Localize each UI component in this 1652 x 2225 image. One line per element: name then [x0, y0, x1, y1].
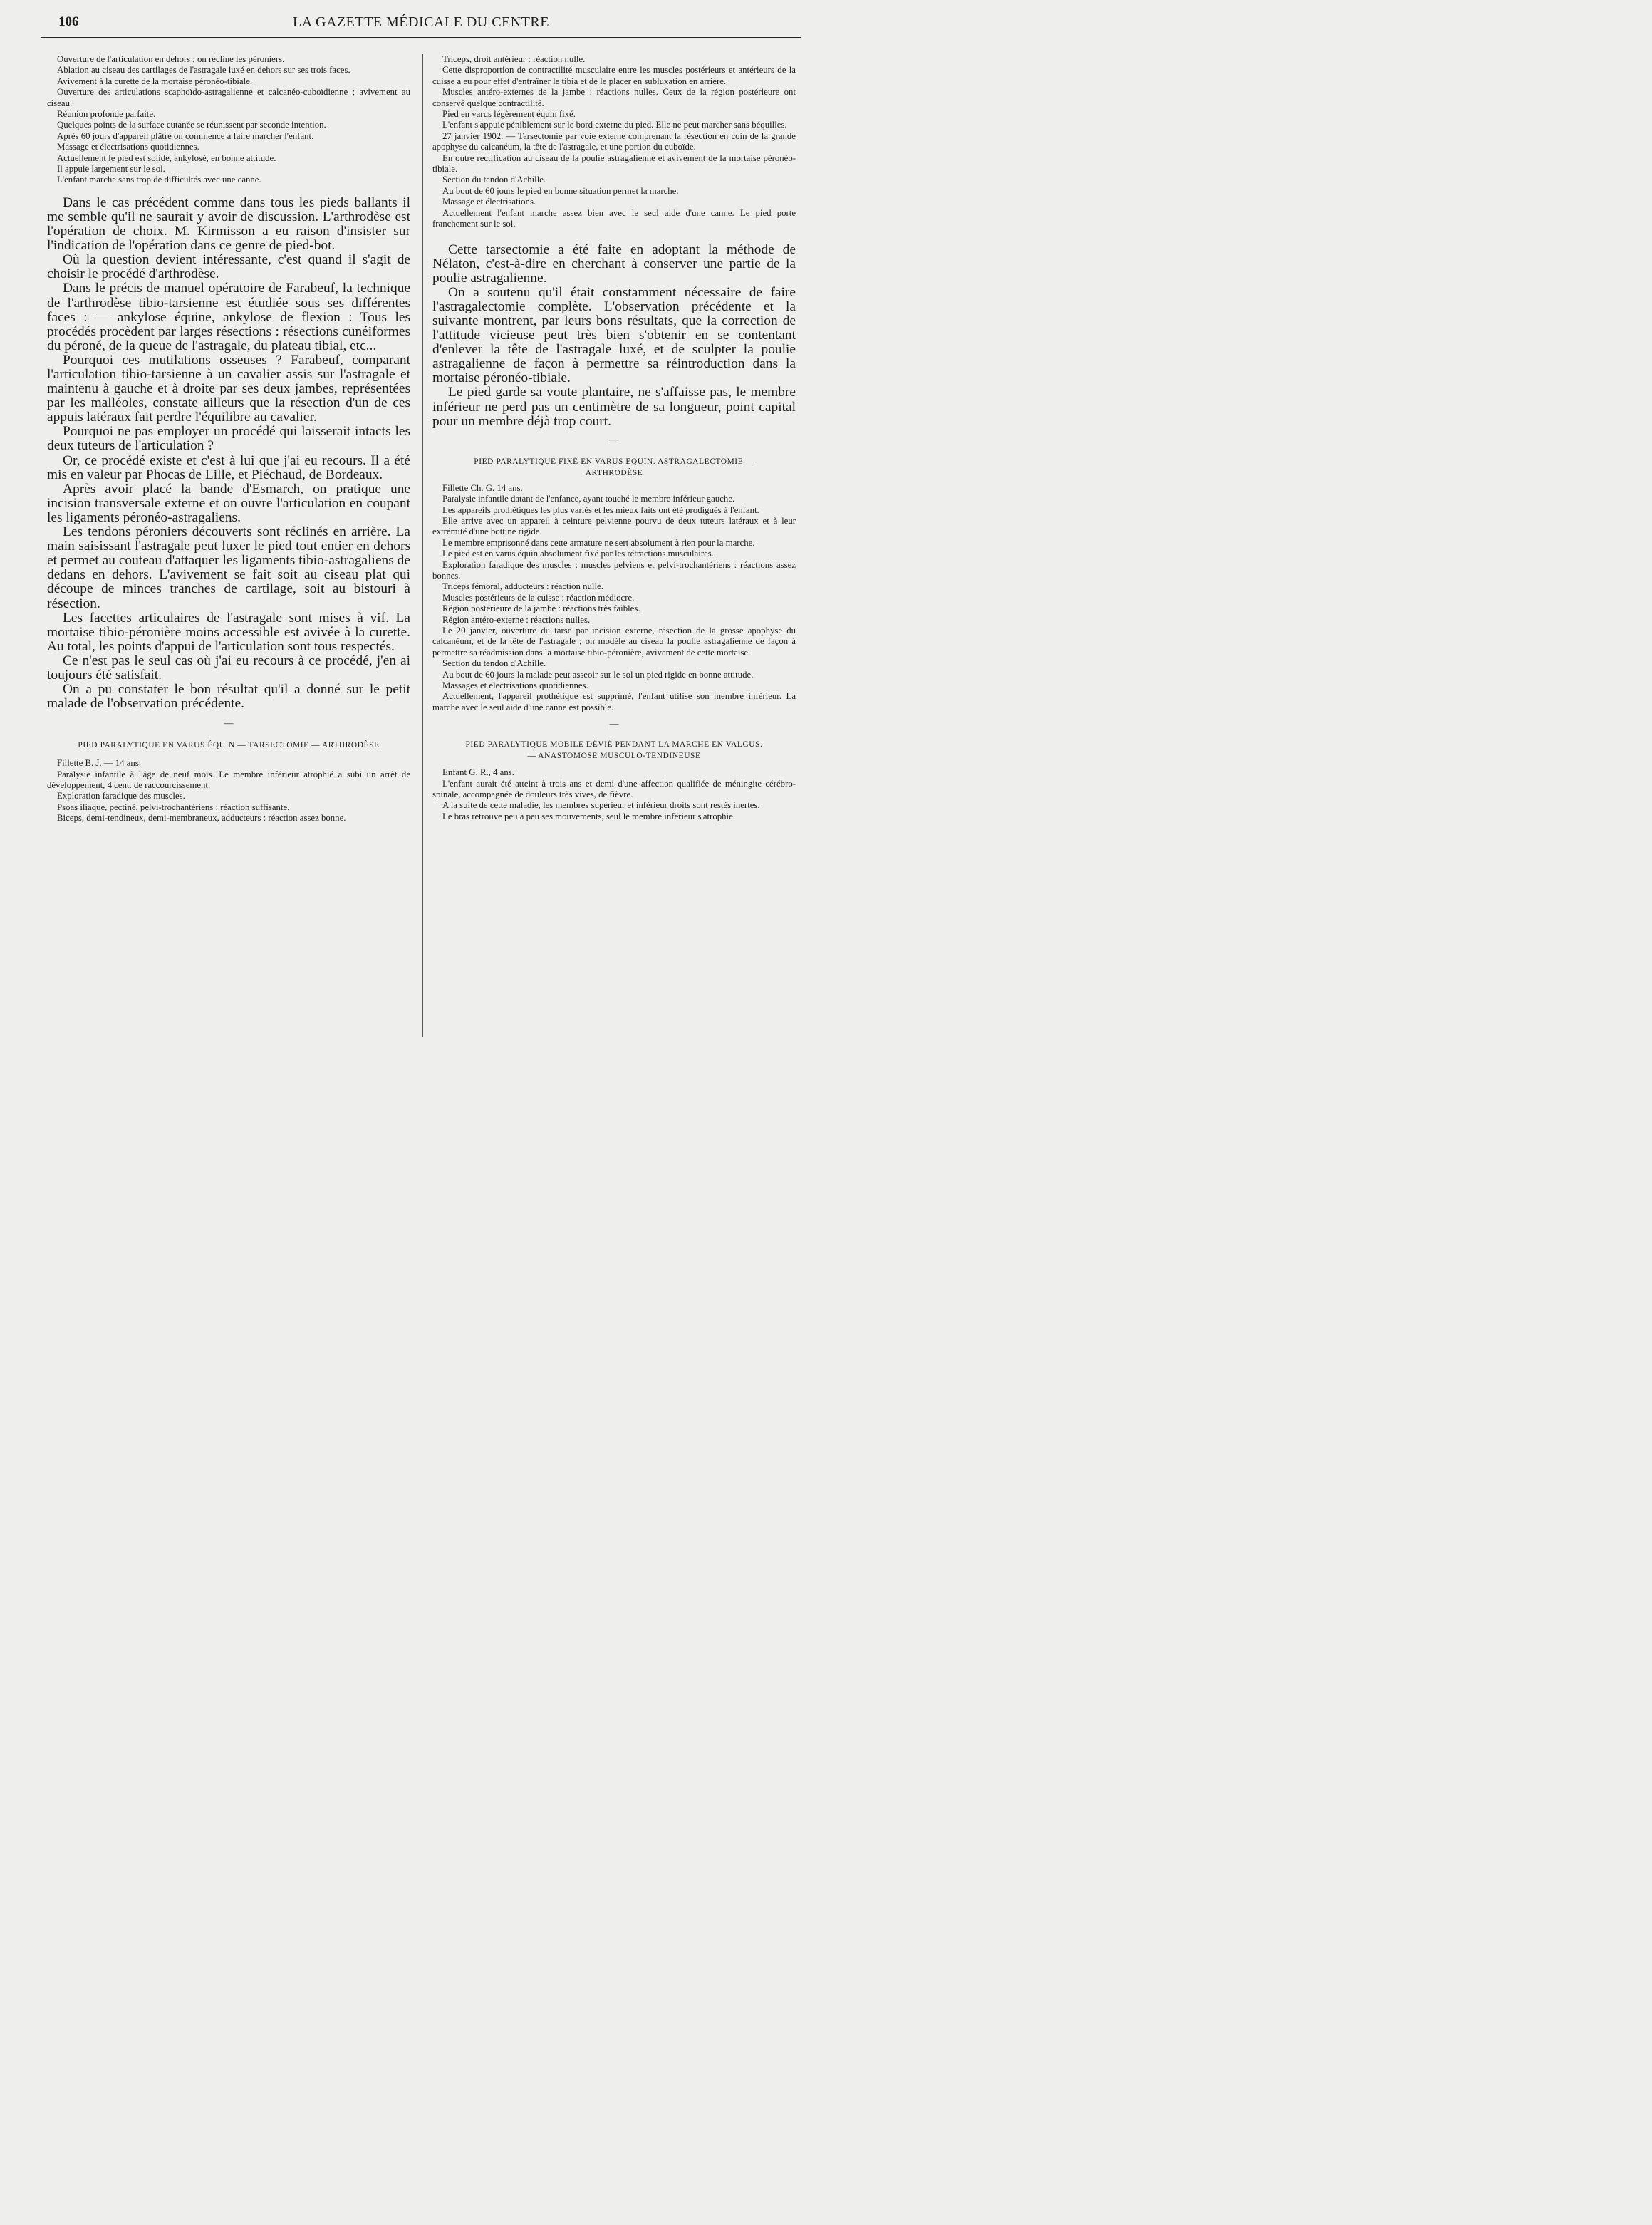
paragraph: Les appareils prothétiques les plus variés et les mieux faits ont été prodigués à l'enfant. [442, 504, 759, 515]
paragraph: Au bout de 60 jours la malade peut asseoir sur le sol un pied rigide en bonne attitude. [442, 669, 754, 680]
paragraph: Ce n'est pas le seul cas où j'ai eu recours à ce procédé, j'en ai toujours été satisfait. [47, 653, 410, 683]
section-heading-continued: ARTHRODÈSE [585, 468, 643, 477]
paragraph: En outre rectification au ciseau de la poulie astragalienne et avivement de la mortaise péronéo-tibiale. [432, 152, 796, 175]
column-divider [422, 54, 423, 1037]
paragraph: Elle arrive avec un appareil à ceinture pelvienne pourvu de deux tuteurs latéraux et à leur extrémité d'une bottine rigide. [432, 515, 796, 537]
paragraph: Paralysie infantile à l'âge de neuf mois. Le membre inférieur atrophié a subi un arrêt de développement, 4 cent. de raccourcissement. [47, 769, 410, 791]
journal-page [0, 0, 829, 1113]
paragraph: Dans le précis de manuel opératoire de Farabeuf, la technique de l'arthrodèse tibio-tarsienne est étudiée sous ses différentes faces : — ankylose équine, ankylose de flexion : Tous les procédés procèdent par larges résections : résections cunéiformes du péroné, de la queue de l'astragale, du plateau tibial, etc... [47, 281, 410, 353]
paragraph: Au bout de 60 jours le pied en bonne situation permet la marche. [442, 185, 679, 196]
paragraph: Après avoir placé la bande d'Esmarch, on pratique une incision transversale externe et on ouvre l'articulation en coupant les ligaments péronéo-astragaliens. [47, 481, 410, 525]
paragraph: Le pied garde sa voute plantaire, ne s'affaisse pas, le membre inférieur ne perd pas un centimètre de sa longueur, point capital pour un membre déjà trop court. [432, 385, 796, 429]
paragraph: 27 janvier 1902. — Tarsectomie par voie externe comprenant la résection en coin de la grande apophyse du calcanéum, la tête de l'astragale, et une portion du cuboïde. [432, 130, 796, 152]
section-heading-continued: — ANASTOMOSE MUSCULO-TENDINEUSE [527, 752, 701, 761]
section-dash: — [224, 717, 234, 729]
article-body [47, 196, 410, 711]
section-dash: — [609, 718, 619, 730]
paragraph: Or, ce procédé existe et c'est à lui que j'ai eu recours. Il a été mis en valeur par Phocas de Lille, et Piéchaud, de Bordeaux. [47, 452, 410, 482]
paragraph: Biceps, demi-tendineux, demi-membraneux, adducteurs : réaction assez bonne. [57, 813, 346, 824]
paragraph: Pied en varus légèrement équin fixé. [442, 109, 576, 120]
case-notes-continued [432, 54, 796, 230]
paragraph: Avivement à la curette de la mortaise péronéo-tibiale. [57, 76, 253, 86]
journal-title: LA GAZETTE MÉDICALE DU CENTRE [292, 14, 549, 30]
paragraph: Pourquoi ces mutilations osseuses ? Farabeuf, comparant l'articulation tibio-tarsienne à un cavalier assis sur l'astragale et maintenu à gauche et à droite par ses deux jambes, représentées par les malléoles, constate ailleurs que la résection d'un de ces appuis latéraux fait perdre l'équilibre au cavalier. [47, 352, 410, 425]
paragraph: Massages et électrisations quotidiennes. [442, 680, 588, 691]
paragraph: Enfant G. R., 4 ans. [442, 767, 514, 778]
paragraph: Exploration faradique des muscles. [57, 791, 185, 802]
paragraph: Dans le cas précédent comme dans tous les pieds ballants il me semble qu'il ne saurait y avoir de discussion. L'arthrodèse est l'opération de choix. M. Kirmisson a eu raison d'insister sur l'indication de l'opération dans ce genre de pied-bot. [47, 195, 410, 254]
paragraph: Massage et électrisations. [442, 197, 536, 207]
paragraph: Quelques points de la surface cutanée se réunissent par seconde intention. [57, 120, 326, 130]
paragraph: Muscles antéro-externes de la jambe : réactions nulles. Ceux de la région postérieure ont conservé quelque contractilité. [432, 87, 796, 108]
paragraph: Le bras retrouve peu à peu ses mouvements, seul le membre inférieur s'atrophie. [442, 811, 735, 821]
paragraph: Exploration faradique des muscles : muscles pelviens et pelvi-trochantériens : réactions assez bonnes. [432, 559, 796, 581]
page-header [41, 11, 801, 38]
paragraph: Ablation au ciseau des cartilages de l'astragale luxé en dehors sur ses trois faces. [57, 65, 350, 76]
paragraph: Actuellement l'enfant marche assez bien avec le seul aide d'une canne. Le pied porte franchement sur le sol. [432, 207, 796, 229]
section-heading: PIED PARALYTIQUE MOBILE DÉVIÉ PENDANT LA MARCHE EN VALGUS. [465, 740, 763, 750]
paragraph: Triceps, droit antérieur : réaction nulle. [442, 54, 586, 64]
paragraph: Triceps fémoral, adducteurs : réaction nulle. [442, 581, 603, 592]
paragraph: Muscles postérieurs de la cuisse : réaction médiocre. [442, 592, 635, 603]
article-body [432, 243, 796, 429]
paragraph: Le membre emprisonné dans cette armature ne sert absolument à rien pour la marche. [442, 537, 755, 548]
paragraph: A la suite de cette maladie, les membres supérieur et inférieur droits sont restés inertes. [442, 800, 760, 811]
paragraph: Cette disproportion de contractilité musculaire entre les muscles postérieurs et antérieurs de la cuisse a eu pour effet d'entraîner le tibia et de le placer en subluxation en arrière. [432, 65, 796, 86]
paragraph: Paralysie infantile datant de l'enfance, ayant touché le membre inférieur gauche. [442, 494, 735, 504]
paragraph: Région postérieure de la jambe : réactions très faibles. [442, 603, 640, 614]
paragraph: Fillette Ch. G. 14 ans. [442, 482, 523, 493]
paragraph: Ouverture de l'articulation en dehors ; on récline les péroniers. [57, 54, 285, 64]
left-column [47, 54, 410, 824]
paragraph: Les facettes articulaires de l'astragale sont mises à vif. La mortaise tibio-péronière moins accessible est avivée à la curette. Au total, les points d'appui de l'articulation sont tous respectés. [47, 610, 410, 654]
paragraph: Actuellement le pied est solide, ankylosé, en bonne attitude. [57, 152, 276, 163]
page-number: 106 [58, 14, 79, 29]
paragraph: Les tendons péroniers découverts sont réclinés en arrière. La main saisissant l'astragale peut luxer le pied tout entier en dehors et permet au couteau d'attaquer les ligaments tibio-astragaliens de dedans en dehors. L'avivement se fait soit au ciseau plat qui découpe de minces tranches de cartilage, soit au bistouri à résection. [47, 524, 410, 611]
paragraph: L'enfant aurait été atteint à trois ans et demi d'une affection qualifiée de méningite cérébro-spinale, accompagnée de douleurs très vives, de fièvre. [432, 778, 796, 800]
paragraph: On a pu constater le bon résultat qu'il a donné sur le petit malade de l'observation précédente. [47, 682, 410, 712]
case-notes [47, 758, 410, 824]
section-heading: PIED PARALYTIQUE EN VARUS ÉQUIN — TARSECTOMIE — ARTHRODÈSE [78, 741, 380, 750]
section-heading: PIED PARALYTIQUE FIXÉ EN VARUS EQUIN. ASTRAGALECTOMIE — [474, 457, 754, 466]
paragraph: Massage et électrisations quotidiennes. [57, 142, 199, 152]
paragraph: Ouverture des articulations scaphoïdo-astragalienne et calcanéo-cuboïdienne ; avivement au ciseau. [47, 87, 410, 108]
paragraph: Région antéro-externe : réactions nulles. [442, 614, 591, 625]
case-notes-continued [47, 54, 410, 186]
paragraph: Après 60 jours d'appareil plâtré on commence à faire marcher l'enfant. [57, 130, 314, 141]
paragraph: Il appuie largement sur le sol. [57, 164, 165, 175]
case-notes [432, 767, 796, 822]
paragraph: Où la question devient intéressante, c'est quand il s'agit de choisir le procédé d'arthrodèse. [47, 252, 410, 282]
paragraph: Réunion profonde parfaite. [57, 109, 156, 120]
paragraph: Section du tendon d'Achille. [442, 175, 546, 185]
paragraph: Le 20 janvier, ouverture du tarse par incision externe, résection de la grosse apophyse du calcanéum, et de la tête de l'astragale ; on modèle au ciseau la poulie astragalienne de façon à permettre sa réadmission dans la mortaise tibio-péronière, avivement de cette mortaise. [432, 626, 796, 658]
paragraph: Actuellement, l'appareil prothétique est supprimé, l'enfant utilise son membre inférieur. La marche avec le seul aide d'une canne est possible. [432, 691, 796, 712]
paragraph: Le pied est en varus équin absolument fixé par les rétractions musculaires. [442, 549, 714, 559]
paragraph: Pourquoi ne pas employer un procédé qui laisserait intacts les deux tuteurs de l'articulation ? [47, 424, 410, 454]
paragraph: On a soutenu qu'il était constamment nécessaire de faire l'astragalectomie complète. L'observation précédente et la suivante montrent, par leurs bons résultats, que la correction de l'attitude vicieuse peut très bien s'obtenir en se contentant d'enlever la tête de l'astragale luxé, et de sculpter la poulie astragalienne de façon à permettre sa réintroduction dans la mortaise péronéo-tibiale. [432, 284, 796, 386]
paragraph: L'enfant s'appuie péniblement sur le bord externe du pied. Elle ne peut marcher sans béquilles. [442, 120, 787, 130]
paragraph: Section du tendon d'Achille. [442, 658, 546, 669]
section-dash: — [609, 433, 619, 445]
right-column [432, 54, 796, 822]
paragraph: L'enfant marche sans trop de difficultés avec une canne. [57, 175, 261, 185]
paragraph: Fillette B. J. — 14 ans. [57, 758, 142, 769]
paragraph: Cette tarsectomie a été faite en adoptant la méthode de Nélaton, c'est-à-dire en cherchant à conserver une partie de la poulie astragalienne. [432, 242, 796, 286]
case-notes [432, 483, 796, 714]
paragraph: Psoas iliaque, pectiné, pelvi-trochantériens : réaction suffisante. [57, 802, 290, 812]
